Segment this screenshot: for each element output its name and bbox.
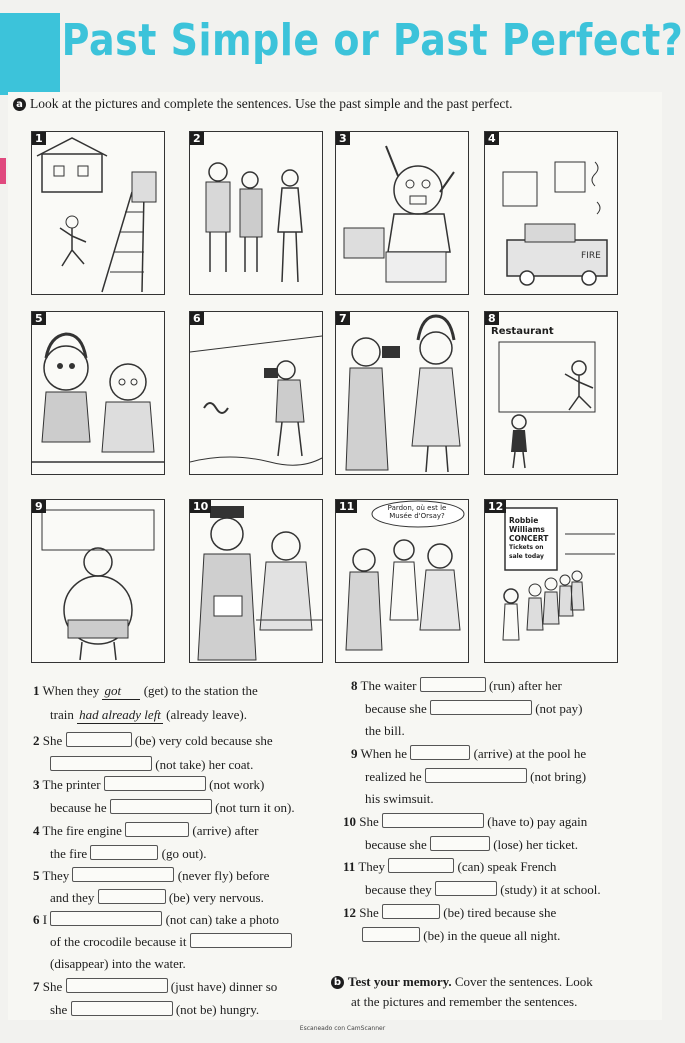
picture-panel-8 [484, 311, 618, 475]
answer-box-2a[interactable] [66, 732, 132, 747]
scanner-watermark: Escaneado con CamScanner [299, 1025, 386, 1032]
poster-line: CONCERT [509, 534, 549, 543]
concert-queue-illustration [485, 500, 617, 662]
panel-number: 8 [485, 312, 499, 325]
sentence-9-line-1 [351, 745, 586, 762]
sentence-number: 10 [343, 814, 356, 829]
sentence-2-line-2 [50, 756, 253, 773]
example-answer: had already left [79, 707, 161, 722]
teal-corner-block [0, 13, 60, 95]
sentence-number: 8 [351, 678, 358, 693]
sentence-6-line-3 [50, 956, 186, 972]
sentence-10-line-2 [365, 836, 578, 853]
panel-number: 5 [32, 312, 46, 325]
answer-box-3a[interactable] [104, 776, 206, 791]
picture-panel-7 [335, 311, 469, 475]
sentence-4-line-1 [33, 822, 258, 839]
answer-box-9a[interactable] [410, 745, 470, 760]
panel-number: 4 [485, 132, 499, 145]
sentence-text: and they [50, 890, 95, 905]
panel-number: 7 [336, 312, 350, 325]
concert-poster [509, 516, 548, 561]
sentence-text: They [358, 859, 386, 874]
sentence-number: 7 [33, 979, 40, 994]
picture-panel-4 [484, 131, 618, 295]
sentence-text: the fire [50, 846, 88, 861]
sentence-text: (run) after her [488, 678, 562, 693]
speech-bubble-line: Musée d'Orsay? [389, 512, 445, 520]
sentence-text: (not turn it on). [215, 800, 295, 815]
pink-edge-strip [0, 158, 6, 184]
sentence-text: (can) speak French [457, 859, 557, 874]
answer-box-5a[interactable] [72, 867, 174, 882]
sentence-number: 11 [343, 859, 356, 874]
picture-panel-6 [189, 311, 323, 475]
poster-line: Robbie [509, 516, 539, 525]
restaurant-sign: Restaurant [491, 326, 554, 337]
fire-engine-illustration [485, 132, 617, 294]
sentence-text: (not be) hungry. [175, 1002, 260, 1017]
sentence-number: 4 [33, 823, 40, 838]
sentence-text: (not pay) [535, 701, 583, 716]
answer-box-10b[interactable] [430, 836, 490, 851]
sentence-text: She [42, 979, 63, 994]
sentence-text: (not take) her coat. [155, 757, 254, 772]
speech-bubble [374, 504, 460, 520]
panel-number: 2 [190, 132, 204, 145]
sentence-2-line-1 [33, 732, 273, 749]
sentence-text: (go out). [161, 846, 207, 861]
sentence-text: (be) tired because she [443, 905, 557, 920]
picture-panel-11 [335, 499, 469, 663]
sentence-text: (disappear) into the water. [50, 956, 186, 971]
sentence-text: because he [50, 800, 107, 815]
answer-box-8a[interactable] [420, 677, 486, 692]
sentence-9-line-2 [365, 768, 586, 785]
picture-panel-3 [335, 131, 469, 295]
sentence-text: She [359, 905, 379, 920]
sentence-number: 2 [33, 733, 40, 748]
sentence-text: realized he [365, 769, 422, 784]
station-illustration [32, 132, 164, 294]
example-answer: got [102, 683, 140, 700]
panel-number: 10 [190, 500, 211, 513]
photographer-illustration [190, 312, 322, 474]
sentence-text: (have to) pay again [487, 814, 588, 829]
sentence-7-line-2 [50, 1001, 259, 1018]
sentence-3-line-1 [33, 776, 264, 793]
sentence-text: She [42, 733, 63, 748]
panel-number: 1 [32, 132, 46, 145]
panel-number: 12 [485, 500, 506, 513]
sentence-1-line-2 [50, 707, 247, 724]
cold-woman-illustration [190, 132, 322, 294]
sentence-text: train [50, 707, 74, 722]
sentence-5-line-2 [50, 889, 264, 906]
sentence-8-line-2 [365, 700, 583, 717]
picture-panel-1 [31, 131, 165, 295]
fire-sign-text: FIRE [581, 251, 601, 261]
sentence-text: (be) very cold because she [134, 733, 273, 748]
sentence-text: (get) to the station the [143, 683, 258, 698]
sentence-9-line-3 [365, 791, 434, 807]
panel-number: 9 [32, 500, 46, 513]
sentence-text: his swimsuit. [365, 791, 434, 806]
answer-box-4a[interactable] [125, 822, 189, 837]
sentence-text: When he [360, 746, 408, 761]
sentence-text: because they [365, 882, 432, 897]
memory-heading: Test your memory. [348, 974, 452, 989]
printer-illustration [336, 132, 468, 294]
sentence-text: (not can) take a photo [165, 912, 279, 927]
picture-panel-9 [31, 499, 165, 663]
memory-line-1 [331, 974, 593, 990]
answer-box-11b[interactable] [435, 881, 497, 896]
sentence-text: The waiter [360, 678, 417, 693]
sentence-text: The printer [42, 777, 101, 792]
answer-box-7b[interactable] [71, 1001, 173, 1016]
answer-box-7a[interactable] [66, 978, 168, 993]
answer-box-2b[interactable] [50, 756, 152, 771]
sentence-3-line-2 [50, 799, 295, 816]
panel-number: 3 [336, 132, 350, 145]
panel-number: 6 [190, 312, 204, 325]
sentence-text: (study) it at school. [500, 882, 601, 897]
answer-box-3b[interactable] [110, 799, 212, 814]
poster-line: Tickets on [509, 544, 544, 551]
sentence-6-line-1 [33, 911, 279, 928]
sentence-8-line-3 [365, 723, 405, 739]
panel-number: 11 [336, 500, 357, 513]
sentence-5-line-1 [33, 867, 269, 884]
sentence-text: (already leave). [166, 707, 248, 722]
sentence-10-line-1 [343, 813, 587, 830]
answer-box-4b[interactable] [90, 845, 158, 860]
sentence-text: of the crocodile because it [50, 934, 187, 949]
sentence-text: When they [42, 683, 100, 698]
memory-badge: b [331, 976, 344, 989]
instruction-text: Look at the pictures and complete the sentences. Use the past simple and the past perfect. [30, 96, 513, 111]
sentence-text: (arrive) at the pool he [473, 746, 587, 761]
dinner-couple-illustration [32, 312, 164, 474]
sentence-11-line-1 [343, 858, 556, 875]
sentence-text: (not work) [209, 777, 265, 792]
memory-text: at the pictures and remember the sentences. [351, 994, 578, 1009]
sentence-8-line-1 [351, 677, 562, 694]
sentence-text: (never fly) before [177, 868, 270, 883]
picture-panel-10 [189, 499, 323, 663]
answer-box-5b[interactable] [98, 889, 166, 904]
poster-line: Williams [509, 525, 545, 534]
sentence-12-line-2 [362, 927, 560, 944]
answer-box-11a[interactable] [388, 858, 454, 873]
page-title: Past Simple or Past Perfect? [61, 14, 684, 66]
sentence-text: (just have) dinner so [170, 979, 278, 994]
sentence-text: (be) very nervous. [168, 890, 264, 905]
answer-box-6b[interactable] [190, 933, 292, 948]
answer-box-12b[interactable] [362, 927, 420, 942]
sentence-number: 3 [33, 777, 40, 792]
sentence-text: because she [365, 837, 427, 852]
sentence-number: 1 [33, 683, 40, 698]
answer-box-9b[interactable] [425, 768, 527, 783]
instruction [13, 96, 653, 112]
answer-box-6a[interactable] [50, 911, 162, 926]
ticket-inspector-illustration [190, 500, 322, 662]
pool-man-illustration [32, 500, 164, 662]
answer-box-10a[interactable] [382, 813, 484, 828]
picture-panel-2 [189, 131, 323, 295]
sentence-11-line-2 [365, 881, 601, 898]
sentence-4-line-2 [50, 845, 206, 862]
picture-panel-5 [31, 311, 165, 475]
asking-directions-illustration [336, 500, 468, 662]
sentence-number: 12 [343, 905, 356, 920]
sentence-text: They [42, 868, 70, 883]
memory-text: Cover the sentences. Look [454, 974, 593, 989]
sentence-6-line-2 [50, 933, 292, 950]
sentence-number: 5 [33, 868, 40, 883]
sentence-text: She [359, 814, 379, 829]
sentence-1-line-1 [33, 683, 258, 700]
sentence-number: 9 [351, 746, 358, 761]
answer-box-8b[interactable] [430, 700, 532, 715]
sentence-text: I [42, 912, 48, 927]
picture-panel-12 [484, 499, 618, 663]
speech-bubble-line: Pardon, où est le [387, 504, 447, 512]
sentence-text: because she [365, 701, 427, 716]
sentence-text: (be) in the queue all night. [423, 928, 561, 943]
sentence-text: The fire engine [42, 823, 122, 838]
poster-line: sale today [509, 553, 544, 560]
sentence-text: (not bring) [530, 769, 587, 784]
sentence-text: (lose) her ticket. [493, 837, 579, 852]
instruction-badge: a [13, 98, 26, 111]
sharing-chocolate-illustration [336, 312, 468, 474]
memory-line-2 [351, 994, 577, 1010]
sentence-7-line-1 [33, 978, 277, 995]
sentence-text: the bill. [365, 723, 405, 738]
sentence-number: 6 [33, 912, 40, 927]
answer-box-12a[interactable] [382, 904, 440, 919]
sentence-text: (arrive) after [192, 823, 259, 838]
sentence-text: she [50, 1002, 68, 1017]
sentence-12-line-1 [343, 904, 556, 921]
